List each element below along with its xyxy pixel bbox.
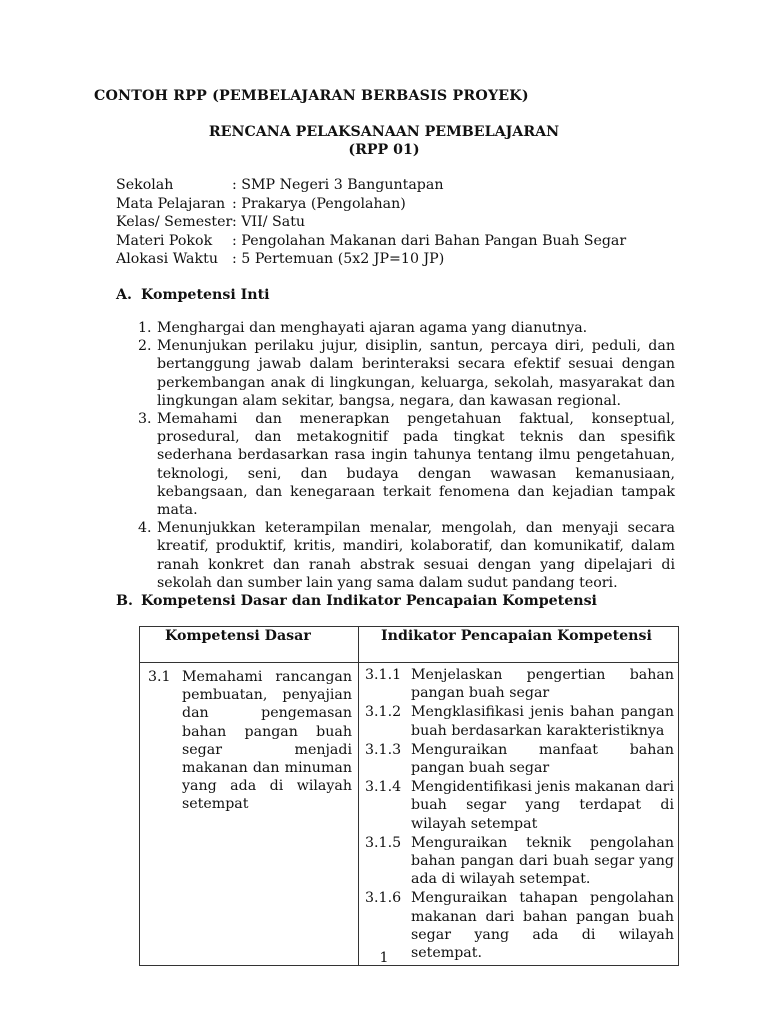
indicator-text: Mengklasifikasi jenis bahan pangan buah berdasarkan karakteristiknya <box>411 704 674 739</box>
identity-block <box>116 176 626 269</box>
info-value: : SMP Negeri 3 Banguntapan <box>232 177 444 193</box>
list-item <box>138 410 675 519</box>
indicator-item <box>365 778 674 833</box>
section-title: Kompetensi Inti <box>141 287 270 303</box>
indicator-number: 3.1.5 <box>365 834 402 851</box>
page-number: 1 <box>379 950 389 966</box>
info-label: Alokasi Waktu <box>116 251 218 267</box>
list-text: Memahami dan menerapkan pengetahuan faktual, konseptual, prosedural, dan metakognitif pada tingkat teknis dan spesifik sederhana berdasarkan rasa ingin tahunya tentang ilmu pengetahuan, teknologi, seni, dan budaya dengan wawasan kemanusiaan, kebangsaan, dan kenegaraan terkait fenomena dan kejadian tampak mata. <box>157 411 675 519</box>
indicator-text: Mengidentifikasi jenis makanan dari buah segar yang terdapat di wilayah setempat <box>411 779 674 832</box>
table-header-row <box>140 627 679 663</box>
section-a-heading <box>116 286 270 304</box>
indicator-text: Menguraikan manfaat bahan pangan buah segar <box>411 741 674 777</box>
indicator-cell <box>359 663 679 966</box>
list-item <box>138 519 675 592</box>
indicator-number: 3.1.2 <box>365 704 402 721</box>
table-header-kompetensi-dasar: Kompetensi Dasar <box>140 627 359 663</box>
indicator-number: 3.1.1 <box>365 667 402 683</box>
section-letter: B. <box>116 593 133 609</box>
info-row-mata-pelajaran <box>116 195 626 214</box>
list-number: 1. <box>138 320 152 336</box>
list-text: Menunjukan perilaku jujur, disiplin, santun, percaya diri, peduli, dan bertanggung jawab dalam berinteraksi secara efektif sesuai dengan perkembangan anak di lingkungan, keluarga, sekolah, masyarakat dan lingkungan alam sekitar, bangsa, negara, dan kawasan regional. <box>157 338 675 409</box>
indicator-text: Menguraikan teknik pengolahan bahan pangan dari buah segar yang ada di wilayah setempat. <box>411 834 674 888</box>
list-number: 4. <box>138 520 152 537</box>
info-value: : VII/ Satu <box>232 214 306 230</box>
list-item <box>138 337 675 410</box>
list-number: 3. <box>138 411 152 428</box>
info-row-sekolah <box>116 176 626 195</box>
info-row-materi-pokok <box>116 232 626 251</box>
table-header-indikator: Indikator Pencapaian Kompetensi <box>359 627 679 663</box>
plan-code: (RPP 01) <box>348 142 420 158</box>
kd-cell <box>140 663 359 966</box>
indicator-item <box>365 741 674 777</box>
info-label: Materi Pokok <box>116 232 213 249</box>
info-label: Sekolah <box>116 177 174 193</box>
section-b-heading <box>116 592 597 610</box>
document-title: CONTOH RPP (PEMBELAJARAN BERBASIS PROYEK) <box>94 88 529 104</box>
list-text: Menghargai dan menghayati ajaran agama yang dianutnya. <box>157 320 588 336</box>
list-text: Menunjukkan keterampilan menalar, mengolah, dan menyaji secara kreatif, produktif, kritis, mandiri, kolaboratif, dan komunikatif, dalam ranah konkret dan ranah abstrak sesuai dengan yang dipelajari di sekolah dan sumber lain yang sama dalam sudut pandang teori. <box>157 520 675 591</box>
indicator-text: Menguraikan tahapan pengolahan makanan dari bahan pangan buah segar yang ada di wilayah setempat. <box>411 890 674 962</box>
indicator-item <box>365 666 674 702</box>
list-item <box>138 319 675 337</box>
indicator-number: 3.1.4 <box>365 779 402 796</box>
indicator-item <box>365 834 674 889</box>
section-letter: A. <box>116 287 132 303</box>
kd-entry <box>148 668 352 814</box>
list-number: 2. <box>138 338 152 355</box>
indicator-text: Menjelaskan pengertian bahan pangan buah segar <box>411 667 674 702</box>
info-label: Mata Pelajaran <box>116 195 226 212</box>
kd-text: Memahami rancangan pembuatan, penyajian dan pengemasan bahan pangan buah segar menjadi makanan dan minuman yang ada di wilayah setempat <box>182 669 352 813</box>
indicator-item <box>365 703 674 739</box>
info-row-alokasi-waktu <box>116 250 626 269</box>
competency-table <box>139 626 679 966</box>
indicator-number: 3.1.6 <box>365 890 402 907</box>
info-row-kelas-semester <box>116 213 626 232</box>
kompetensi-inti-list <box>138 319 675 592</box>
info-label: Kelas/ Semester <box>116 214 233 230</box>
info-value: : Prakarya (Pengolahan) <box>232 195 406 212</box>
info-value: : 5 Pertemuan (5x2 JP=10 JP) <box>232 251 445 267</box>
kd-number: 3.1 <box>148 669 171 685</box>
plan-title: RENCANA PELAKSANAAN PEMBELAJARAN <box>208 124 560 140</box>
table-row <box>140 663 679 966</box>
info-value: : Pengolahan Makanan dari Bahan Pangan Buah Segar <box>232 232 627 249</box>
section-title: Kompetensi Dasar dan Indikator Pencapaian Kompetensi <box>141 593 597 609</box>
indicator-number: 3.1.3 <box>365 741 402 758</box>
